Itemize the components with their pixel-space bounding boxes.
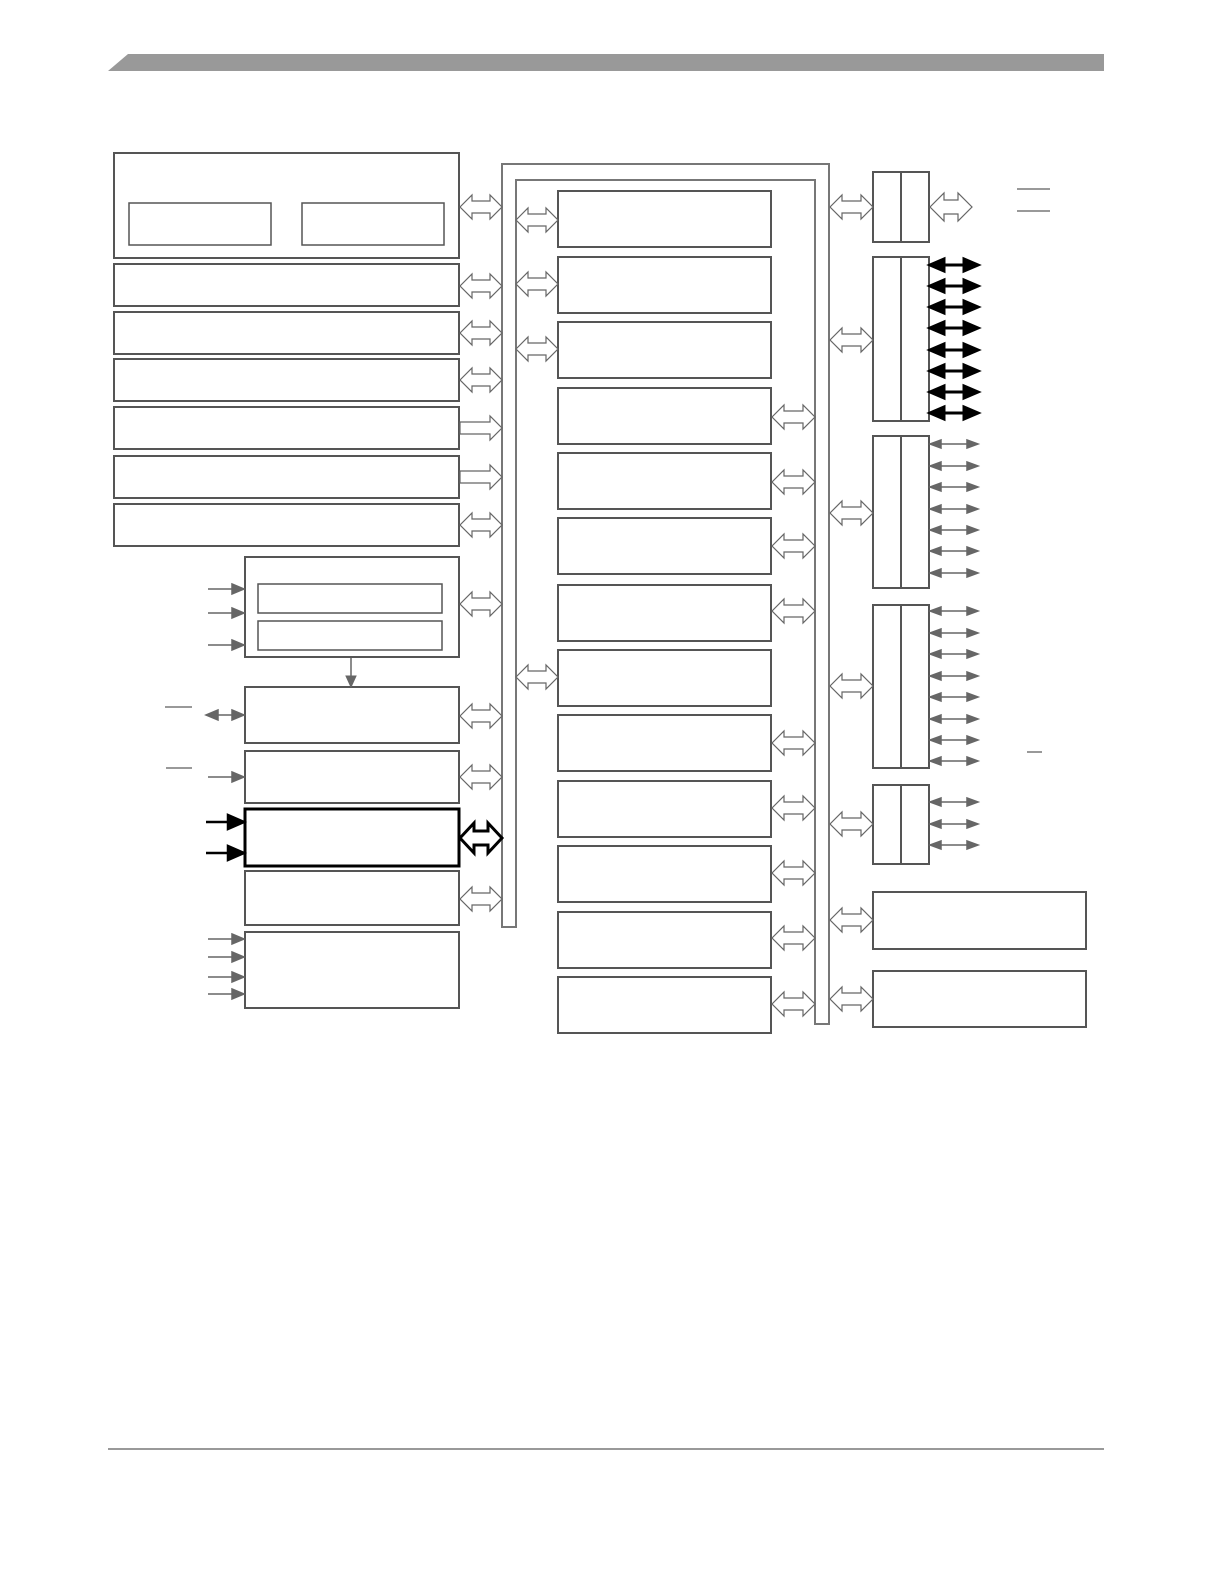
debug-block (245, 871, 459, 925)
peripheral-block-4 (558, 388, 771, 444)
bus-arrow (772, 861, 815, 885)
port-2-pins (930, 259, 978, 419)
port-thin-pins (930, 440, 978, 849)
bus-arrow (516, 208, 558, 232)
memory-block-5 (114, 456, 459, 498)
bus-arrow (772, 405, 815, 429)
emphasized-bus-arrow (460, 823, 502, 853)
bus-arrow (772, 534, 815, 558)
bus-arrow (460, 416, 502, 440)
memory-block-3 (114, 359, 459, 401)
cpu-sub-block-1 (129, 203, 271, 245)
peripheral-block-13 (558, 977, 771, 1033)
bus-arrow (830, 987, 873, 1011)
bus-arrow (460, 592, 502, 616)
bus-arrow (516, 272, 558, 296)
memory-block-2 (114, 312, 459, 354)
bus-arrow (830, 328, 873, 352)
left-column (114, 153, 459, 546)
bus-arrow (830, 195, 873, 219)
peripheral-block-9 (558, 715, 771, 771)
bus-arrow (460, 195, 502, 219)
bus-arrow (830, 501, 873, 525)
memory-block-4 (114, 407, 459, 449)
bus-arrow (460, 513, 502, 537)
clock-sub-block-1 (258, 584, 442, 613)
peripheral-block-3 (558, 322, 771, 378)
bus-arrow (830, 908, 873, 932)
extra-block-2 (873, 971, 1086, 1027)
bus-arrow (772, 796, 815, 820)
bus-arrow (460, 704, 502, 728)
bus-arrow (460, 765, 502, 789)
clock-to-reset-arrow (346, 658, 356, 687)
peripheral-block-12 (558, 912, 771, 968)
peripheral-column (558, 191, 771, 1033)
bus-arrow (516, 665, 558, 689)
peripheral-block-11 (558, 846, 771, 902)
memory-block-6 (114, 504, 459, 546)
bus-arrow (460, 274, 502, 298)
bus-arrow (772, 731, 815, 755)
bus-arrow (772, 992, 815, 1016)
peripheral-block-2 (558, 257, 771, 313)
middle-left-column (245, 557, 459, 1008)
port-column (873, 172, 1086, 1027)
input-pins (206, 584, 244, 999)
bus-arrow (460, 321, 502, 345)
extra-block-1 (873, 892, 1086, 949)
peripheral-block-7 (558, 585, 771, 641)
peripheral-block-1 (558, 191, 771, 247)
cpu-sub-block-2 (302, 203, 444, 245)
emphasized-input-pins (206, 815, 244, 860)
mode-block (245, 932, 459, 1008)
peripheral-block-10 (558, 781, 771, 837)
header-band (108, 54, 1104, 71)
bus-arrow (460, 465, 502, 489)
irq-block (245, 751, 459, 803)
bus-arrow (930, 193, 972, 221)
peripheral-block-5 (558, 453, 771, 509)
peripheral-block-6 (558, 518, 771, 574)
reset-block (245, 687, 459, 743)
peripheral-block-8 (558, 650, 771, 706)
memory-block-1 (114, 264, 459, 306)
bus-arrow (830, 674, 873, 698)
bus-arrow (772, 926, 815, 950)
bus-arrow (460, 368, 502, 392)
bus-arrow (830, 812, 873, 836)
clock-sub-block-2 (258, 621, 442, 650)
bus-arrow (772, 470, 815, 494)
emphasized-block (245, 809, 459, 866)
bus-arrow (516, 337, 558, 361)
bus-arrow (460, 887, 502, 911)
bus-arrow (772, 599, 815, 623)
